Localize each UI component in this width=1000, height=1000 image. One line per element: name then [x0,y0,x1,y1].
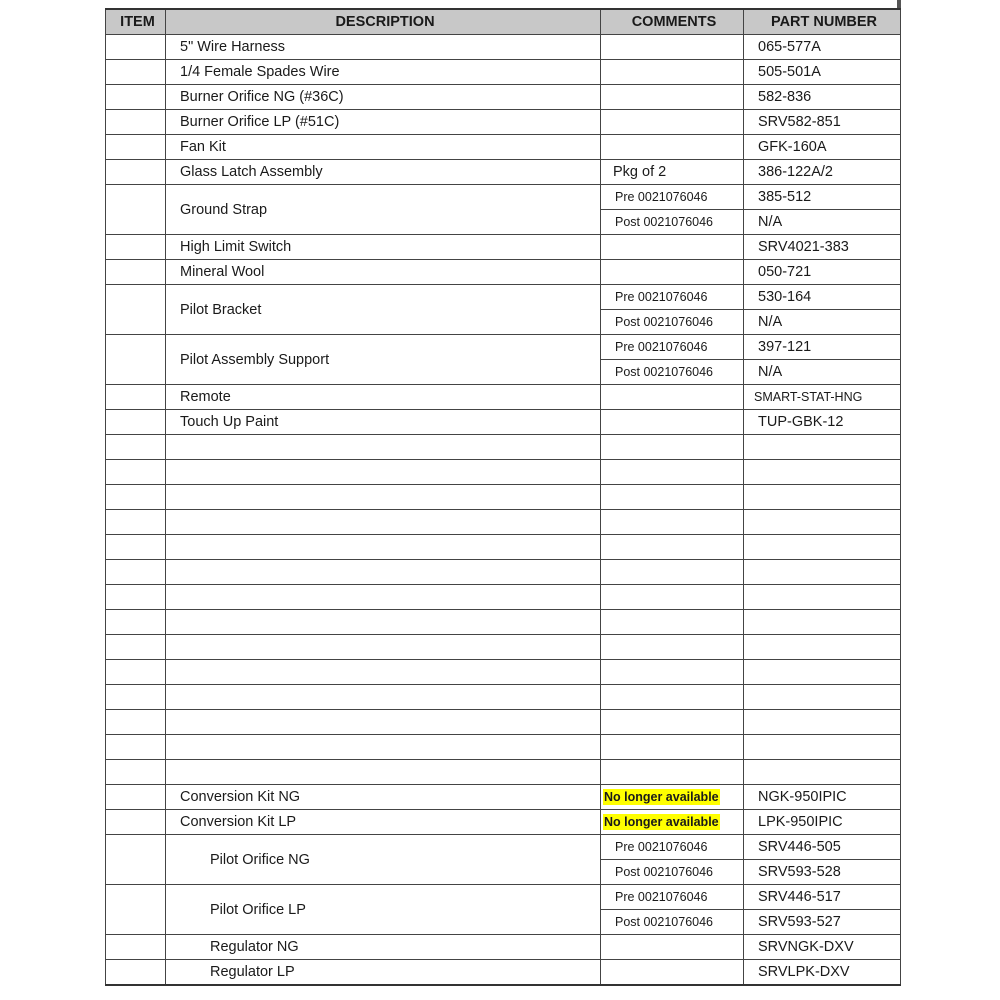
comment-cell [601,60,744,85]
description-cell: Pilot Orifice LP [166,885,601,935]
blank-rows-group [106,435,901,785]
item-cell [106,260,166,285]
availability-highlight: No longer available [604,790,719,804]
comment-cell [601,785,744,810]
comment-cell: Pre 0021076046 [601,185,744,210]
comment-cell [601,85,744,110]
part-number-cell: 385-512 [744,185,901,210]
availability-highlight: No longer available [604,815,719,829]
description-cell: Regulator NG [166,935,601,960]
blank-row [106,735,901,760]
description-cell: Mineral Wool [166,260,601,285]
blank-cell [106,435,166,460]
blank-cell [166,635,601,660]
description-cell: 5" Wire Harness [166,35,601,60]
blank-cell [744,660,901,685]
table-row [106,785,901,810]
part-number-cell: N/A [744,210,901,235]
blank-cell [744,435,901,460]
blank-cell [744,760,901,785]
comment-cell [601,810,744,835]
blank-cell [744,610,901,635]
blank-row [106,760,901,785]
header-comments: COMMENTS [601,9,744,35]
description-cell: Regulator LP [166,960,601,986]
part-number-cell: 505-501A [744,60,901,85]
description-cell: Pilot Assembly Support [166,335,601,385]
blank-cell [601,635,744,660]
blank-row [106,710,901,735]
item-cell [106,385,166,410]
blank-cell [166,685,601,710]
blank-cell [106,535,166,560]
header-description: DESCRIPTION [166,9,601,35]
table-row [106,235,901,260]
table-row [106,335,901,360]
blank-row [106,685,901,710]
part-number-cell: SRVNGK-DXV [744,935,901,960]
table-row [106,60,901,85]
parts-table [105,8,901,986]
item-cell [106,785,166,810]
part-number-cell: 530-164 [744,285,901,310]
blank-cell [601,560,744,585]
table-row [106,810,901,835]
blank-cell [166,485,601,510]
blank-cell [601,435,744,460]
part-number-cell: LPK-950IPIC [744,810,901,835]
blank-cell [744,535,901,560]
page-edge-divider [897,0,901,8]
table-row [106,885,901,910]
blank-cell [166,760,601,785]
item-cell [106,235,166,260]
comment-cell [601,110,744,135]
blank-cell [166,610,601,635]
description-cell: Pilot Bracket [166,285,601,335]
item-cell [106,160,166,185]
blank-cell [106,760,166,785]
blank-cell [106,510,166,535]
description-cell: Conversion Kit NG [166,785,601,810]
blank-cell [106,635,166,660]
blank-row [106,460,901,485]
blank-cell [601,535,744,560]
table-row [106,185,901,210]
blank-cell [166,435,601,460]
blank-cell [166,660,601,685]
item-cell [106,285,166,335]
blank-cell [601,510,744,535]
blank-cell [744,685,901,710]
blank-cell [106,735,166,760]
part-number-cell: SRV593-528 [744,860,901,885]
blank-cell [601,735,744,760]
blank-row [106,610,901,635]
blank-row [106,510,901,535]
description-cell: Pilot Orifice NG [166,835,601,885]
comment-cell: Post 0021076046 [601,310,744,335]
comment-cell [601,385,744,410]
comment-cell [601,135,744,160]
description-cell: Burner Orifice LP (#51C) [166,110,601,135]
comment-cell [601,960,744,986]
part-number-cell: SRV4021-383 [744,235,901,260]
part-number-cell: SRV446-505 [744,835,901,860]
comment-cell [601,235,744,260]
part-number-cell: N/A [744,310,901,335]
table-row [106,285,901,310]
description-cell: Glass Latch Assembly [166,160,601,185]
blank-row [106,635,901,660]
part-number-cell: SRV593-527 [744,910,901,935]
item-cell [106,835,166,885]
comment-cell [601,935,744,960]
table-row [106,135,901,160]
blank-row [106,535,901,560]
blank-cell [601,710,744,735]
blank-cell [744,485,901,510]
blank-row [106,560,901,585]
comment-cell [601,260,744,285]
table-row [106,160,901,185]
blank-cell [744,635,901,660]
blank-cell [601,660,744,685]
comment-cell: Pkg of 2 [601,160,744,185]
blank-cell [166,585,601,610]
table-row [106,110,901,135]
part-number-cell: SRVLPK-DXV [744,960,901,986]
description-cell: 1/4 Female Spades Wire [166,60,601,85]
item-cell [106,960,166,986]
blank-cell [166,710,601,735]
blank-cell [744,510,901,535]
blank-row [106,585,901,610]
blank-cell [601,485,744,510]
table-row [106,260,901,285]
blank-cell [601,585,744,610]
blank-cell [106,485,166,510]
comment-cell: Pre 0021076046 [601,885,744,910]
table-row [106,835,901,860]
comment-cell: Post 0021076046 [601,910,744,935]
comment-cell: Pre 0021076046 [601,835,744,860]
item-cell [106,810,166,835]
table-row [106,960,901,986]
blank-cell [601,685,744,710]
blank-cell [744,585,901,610]
part-number-cell: 386-122A/2 [744,160,901,185]
blank-cell [166,460,601,485]
blank-row [106,435,901,460]
table-row [106,410,901,435]
part-number-cell: N/A [744,360,901,385]
comment-cell: Post 0021076046 [601,210,744,235]
description-cell: Burner Orifice NG (#36C) [166,85,601,110]
blank-cell [106,610,166,635]
description-cell: Touch Up Paint [166,410,601,435]
blank-cell [106,460,166,485]
blank-cell [166,510,601,535]
blank-cell [601,610,744,635]
blank-cell [744,460,901,485]
description-cell: Conversion Kit LP [166,810,601,835]
item-cell [106,110,166,135]
blank-cell [106,710,166,735]
description-cell: High Limit Switch [166,235,601,260]
comment-cell: Post 0021076046 [601,860,744,885]
blank-cell [601,460,744,485]
table-row [106,935,901,960]
comment-cell [601,35,744,60]
comment-cell: Pre 0021076046 [601,285,744,310]
comment-cell [601,410,744,435]
description-cell: Remote [166,385,601,410]
blank-cell [744,710,901,735]
part-number-cell: 050-721 [744,260,901,285]
blank-cell [166,535,601,560]
blank-row [106,485,901,510]
item-cell [106,885,166,935]
part-number-cell: SRV582-851 [744,110,901,135]
table-row [106,385,901,410]
blank-cell [106,685,166,710]
table-row [106,85,901,110]
description-cell: Ground Strap [166,185,601,235]
part-number-cell: NGK-950IPIC [744,785,901,810]
item-cell [106,410,166,435]
part-number-cell: SMART-STAT-HNG [744,385,901,410]
blank-cell [106,560,166,585]
item-cell [106,185,166,235]
part-number-cell: SRV446-517 [744,885,901,910]
blank-cell [744,735,901,760]
blank-cell [744,560,901,585]
header-part-number: PART NUMBER [744,9,901,35]
description-cell: Fan Kit [166,135,601,160]
part-number-cell: 397-121 [744,335,901,360]
table-row [106,35,901,60]
part-number-cell: 582-836 [744,85,901,110]
blank-cell [601,760,744,785]
item-cell [106,935,166,960]
blank-cell [106,585,166,610]
item-cell [106,85,166,110]
blank-cell [166,560,601,585]
part-number-cell: TUP-GBK-12 [744,410,901,435]
blank-row [106,660,901,685]
comment-cell: Post 0021076046 [601,360,744,385]
header-item: ITEM [106,9,166,35]
table-header-row [106,9,901,35]
item-cell [106,60,166,85]
comment-cell: Pre 0021076046 [601,335,744,360]
item-cell [106,35,166,60]
blank-cell [106,660,166,685]
part-number-cell: GFK-160A [744,135,901,160]
part-number-cell: 065-577A [744,35,901,60]
item-cell [106,135,166,160]
item-cell [106,335,166,385]
blank-cell [166,735,601,760]
